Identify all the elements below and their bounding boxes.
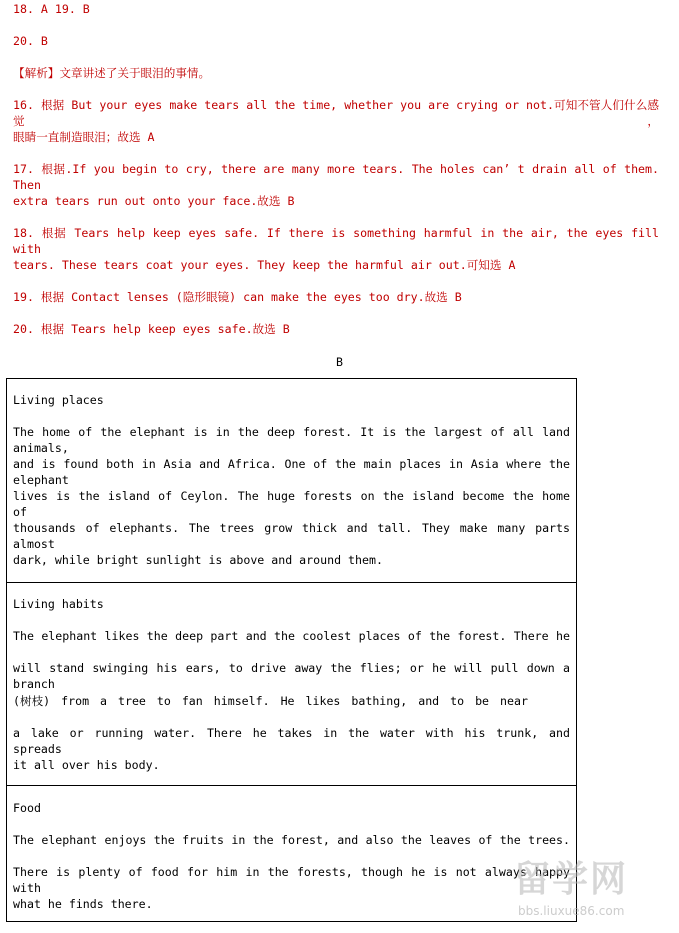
table-row-line: lives is the island of Ceylon. The huge forests on the island become the home of	[13, 489, 570, 519]
table-row-line: dark, while bright sunlight is above and around them.	[13, 553, 383, 567]
table-row-line: what he finds there.	[13, 897, 153, 911]
table-row-line: The elephant enjoys the fruits in the forest, and also the leaves of the trees.	[13, 833, 570, 847]
table-row-line: and is found both in Asia and Africa. One of the main places in Asia where the elephant	[13, 457, 570, 487]
row-heading-living-habits: Living habits	[13, 597, 104, 611]
site-watermark	[510, 858, 672, 928]
answer-line-20: 20. B	[13, 34, 48, 48]
watermark-logo: 留学网	[514, 859, 629, 900]
analysis-q19: 19. 根据 Contact lenses (隐形眼镜) can make the eyes too dry.故选 B	[13, 290, 462, 304]
section-title: B	[336, 355, 343, 369]
table-row-line: (树枝) from a tree to fan himself. He likes bathing, and to be near	[13, 694, 528, 708]
table-row-food	[7, 785, 576, 922]
analysis-q17-line1: 17. 根据.If you begin to cry, there are many more tears. The holes can’ t drain all of them. Then	[13, 162, 659, 192]
analysis-q18-line1: 18. 根据 Tears help keep eyes safe. If there is something harmful in the air, the eyes fill with	[13, 226, 659, 256]
table-row-line: The home of the elephant is in the deep forest. It is the largest of all land animals,	[13, 425, 570, 455]
analysis-q20: 20. 根据 Tears help keep eyes safe.故选 B	[13, 322, 290, 336]
table-row-living-places	[7, 379, 576, 582]
analysis-q17-line2: extra tears run out onto your face.故选 B	[13, 194, 295, 208]
table-row-line: a lake or running water. There he takes in the water with his trunk, and spreads	[13, 726, 570, 756]
analysis-heading	[13, 65, 659, 81]
row-heading-food: Food	[13, 801, 41, 815]
table-row-line: thousands of elephants. The trees grow thick and tall. They make many parts almost	[13, 521, 570, 551]
analysis-summary: 文章讲述了关于眼泪的事情。	[59, 66, 211, 80]
table-row-line: will stand swinging his ears, to drive away the flies; or he will pull down a branch	[13, 661, 570, 691]
table-row-line: The elephant likes the deep part and the coolest places of the forest. There he	[13, 629, 570, 643]
row-heading-living-places: Living places	[13, 393, 104, 407]
analysis-q16-line2: 眼睛一直制造眼泪；故选 A	[13, 130, 155, 144]
watermark-url: bbs.liuxue86.com	[518, 904, 625, 918]
table-row-line: There is plenty of food for him in the forests, though he is not always happy with	[13, 865, 570, 895]
analysis-q16-line1: 16. 根据 But your eyes make tears all the time, whether you are crying or not.可知不管人们什么感觉，	[13, 98, 659, 128]
analysis-label: 【解析】	[13, 66, 60, 80]
answer-line-18-19: 18. A 19. B	[13, 2, 90, 16]
table-row-line: it all over his body.	[13, 758, 160, 772]
elephant-info-table	[6, 378, 577, 922]
analysis-q18-line2: tears. These tears coat your eyes. They keep the harmful air out.可知选 A	[13, 258, 516, 272]
table-row-living-habits	[7, 582, 576, 786]
